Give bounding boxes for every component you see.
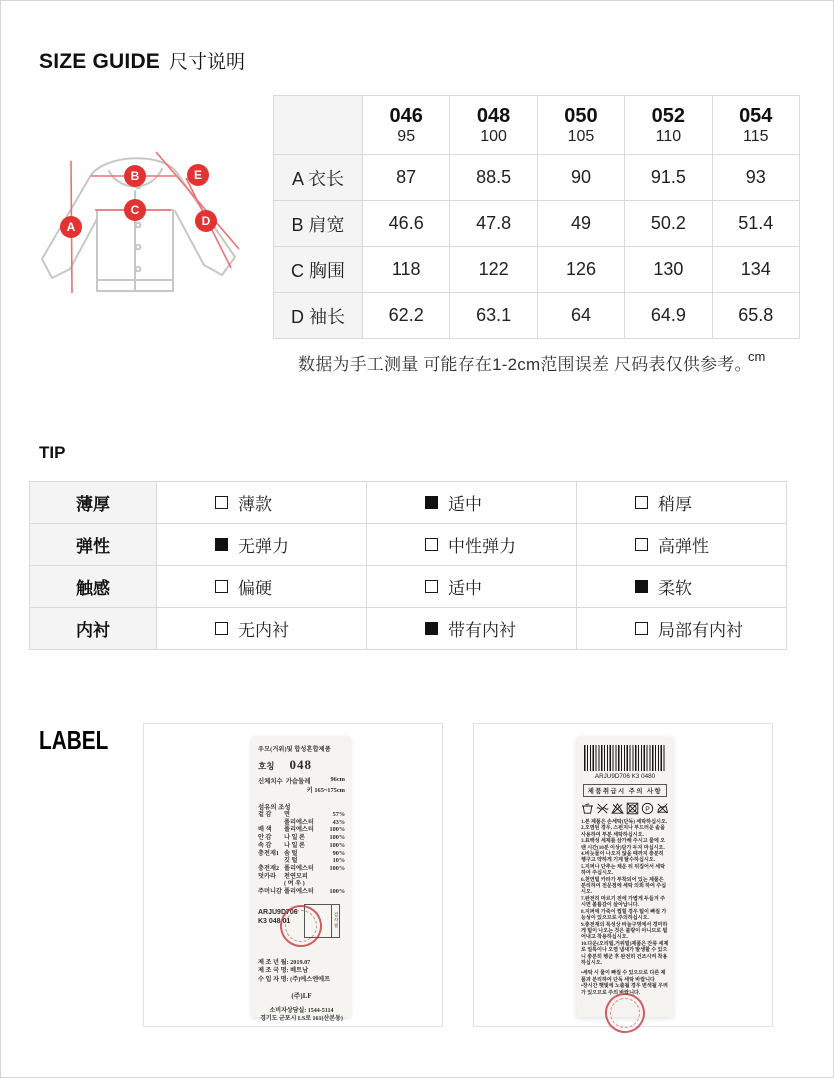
care-instruction: 9.충전재의 특성상 바늘구멍에서 경미하게 털이 나오는 것은 불량이 아니므로 털어내고 착용하십시오. bbox=[581, 921, 668, 941]
care-note: •세탁 시 물이 빠질 수 있으므로 다른 제품과 분리하여 단독 세탁 바랍니다 bbox=[581, 970, 666, 983]
composition-row: 속 감 나 일 론 100% bbox=[258, 841, 345, 849]
checkbox-icon bbox=[215, 538, 228, 551]
checkbox-icon bbox=[215, 622, 228, 635]
badge-letter: B bbox=[130, 169, 140, 184]
measure-label: B 肩宽 bbox=[274, 201, 363, 247]
tip-option-label: 柔软 bbox=[658, 579, 692, 598]
checkbox-icon bbox=[425, 622, 438, 635]
measure-value: 118 bbox=[363, 247, 450, 293]
care-label-photo-right bbox=[473, 723, 773, 1027]
jacket-measurement-diagram bbox=[25, 139, 271, 339]
tip-option bbox=[368, 574, 575, 599]
measure-value: 134 bbox=[712, 247, 799, 293]
label-heading: LABEL bbox=[39, 725, 109, 755]
checkbox-icon bbox=[635, 580, 648, 593]
caution-title: 제품취급시 주의 사항 bbox=[583, 784, 667, 797]
care-label-photo-left bbox=[143, 723, 443, 1027]
care-instruction: 8.지퍼에 가죽이 찝힐 경우 털이 빠질 가능성이 있으므로 주의하십시오. bbox=[581, 908, 667, 922]
tip-row bbox=[30, 566, 787, 608]
barcode-icon bbox=[584, 745, 666, 771]
unit-label: cm bbox=[748, 349, 766, 364]
height-line: 키 165~175cm bbox=[306, 787, 345, 794]
care-instruction: 1.본 제품은 손세탁(단독) 세탁하십시오. bbox=[581, 819, 668, 825]
body-label: 신체치수 bbox=[258, 778, 283, 785]
tip-option-label: 带有内衬 bbox=[448, 621, 516, 640]
care-instruction: 7.완전히 마르기 전에 가볍게 두들겨 주시면 볼륨감이 살아납니다. bbox=[581, 895, 665, 909]
measure-value: 49 bbox=[537, 201, 624, 247]
measure-value: 130 bbox=[625, 247, 712, 293]
measure-value: 46.6 bbox=[363, 201, 450, 247]
composition-row: 폴리에스터 43% bbox=[284, 818, 345, 826]
measure-value: 64.9 bbox=[625, 293, 712, 339]
tip-option bbox=[578, 574, 785, 599]
badge-letter: A bbox=[66, 220, 76, 235]
measure-label: C 胸围 bbox=[274, 247, 363, 293]
tip-option-label: 无弹力 bbox=[238, 537, 289, 556]
brand-name: (주)LF bbox=[291, 991, 312, 1000]
measure-value: 51.4 bbox=[712, 201, 799, 247]
origin-line: 제 조 년 월: 2019.07 bbox=[258, 958, 311, 966]
composition-row: 충전재2 폴리에스터 100% bbox=[258, 864, 345, 872]
measure-value: 122 bbox=[450, 247, 537, 293]
material-type-line: 우모(거위)및 합성혼합제품 bbox=[258, 746, 331, 753]
tip-option-label: 薄款 bbox=[238, 495, 272, 514]
measure-value: 88.5 bbox=[450, 155, 537, 201]
tip-option bbox=[158, 490, 365, 515]
service-line: 소비자상담실: 1544-5114 bbox=[269, 1007, 334, 1014]
size-table-row bbox=[274, 155, 800, 201]
care-instruction: 5.지퍼나 단추는 채운 뒤 뒤집어서 세탁하여 주십시오. bbox=[581, 863, 665, 877]
tip-option bbox=[158, 532, 365, 557]
size-col-header: 046 95 bbox=[363, 96, 450, 155]
tip-option-label: 适中 bbox=[448, 579, 482, 598]
inspection-text: 검사필 bbox=[332, 904, 340, 938]
measure-value: 65.8 bbox=[712, 293, 799, 339]
tip-row bbox=[30, 608, 787, 650]
svg-text:P: P bbox=[645, 805, 650, 813]
size-table-header-row bbox=[274, 96, 800, 155]
tip-option bbox=[158, 574, 365, 599]
tip-row bbox=[30, 524, 787, 566]
measure-value: 47.8 bbox=[450, 201, 537, 247]
care-label-strip-right bbox=[577, 737, 673, 1017]
measure-value: 64 bbox=[537, 293, 624, 339]
chest-value: 96cm bbox=[330, 776, 345, 783]
tip-row-label: 薄厚 bbox=[30, 482, 157, 524]
composition-title: 섬유의 조성 bbox=[258, 804, 291, 811]
origin-lines bbox=[258, 959, 345, 985]
tip-option bbox=[158, 616, 365, 641]
care-instructions bbox=[581, 819, 669, 966]
checkbox-icon bbox=[635, 496, 648, 509]
size-col-header: 050 105 bbox=[537, 96, 624, 155]
badge-letter: E bbox=[193, 168, 203, 183]
size-col-header: 052 110 bbox=[625, 96, 712, 155]
measure-value: 91.5 bbox=[625, 155, 712, 201]
size-name-value: 048 bbox=[289, 757, 312, 772]
care-instruction: 4.비눗물이 나오지 않을 때까지 충분히 헹구고 약하게 기계 탈수하십시오. bbox=[581, 851, 664, 864]
checkbox-icon bbox=[635, 622, 648, 635]
tip-option-label: 稍厚 bbox=[658, 495, 692, 514]
composition-row: 겉 감 면 57% bbox=[258, 811, 345, 818]
checkbox-icon bbox=[215, 496, 228, 509]
origin-line: 수 입 자 명: (주)에스엔에프 bbox=[258, 975, 331, 983]
composition-row: 덧카라 천연모피 bbox=[258, 872, 308, 880]
measure-value: 90 bbox=[537, 155, 624, 201]
checkbox-icon bbox=[425, 580, 438, 593]
composition-row: 배 색 폴리에스터 100% bbox=[258, 826, 345, 834]
care-note: •장시간 햇빛에 노출될 경우 변색될 우려가 있으므로 주의 바랍니다. bbox=[581, 983, 668, 996]
tip-row-label: 弹性 bbox=[30, 524, 157, 566]
tip-option bbox=[578, 490, 785, 515]
badge-letter: C bbox=[130, 203, 140, 218]
size-guide-heading bbox=[39, 47, 245, 74]
no-wring-icon bbox=[596, 802, 609, 815]
tip-option-label: 偏硬 bbox=[238, 579, 272, 598]
service-line: 경기도 군포시 LS로 161(산본동) bbox=[260, 1015, 343, 1022]
tip-option-label: 局部有内衬 bbox=[658, 621, 743, 640]
tip-table bbox=[29, 481, 787, 650]
tip-option-label: 高弹性 bbox=[658, 537, 709, 556]
measure-label: D 袖长 bbox=[274, 293, 363, 339]
tip-row bbox=[30, 482, 787, 524]
tip-option-label: 无内衬 bbox=[238, 621, 289, 640]
size-col-header: 054 115 bbox=[712, 96, 799, 155]
size-table-row bbox=[274, 293, 800, 339]
tip-heading: TIP bbox=[39, 443, 66, 462]
no-iron-icon bbox=[656, 802, 669, 815]
size-guide-title-zh: 尺寸说明 bbox=[169, 52, 246, 73]
body-measure-block bbox=[258, 776, 345, 794]
composition-row: 충전재1 솜 털 90% bbox=[258, 849, 345, 857]
tip-option bbox=[578, 532, 785, 557]
size-note: 数据为手工测量 可能存在1-2cm范围误差 尺码表仅供参考。 bbox=[298, 355, 752, 374]
measure-value: 63.1 bbox=[450, 293, 537, 339]
composition-row: 주머니감 폴리에스터 100% bbox=[258, 888, 345, 896]
checkbox-icon bbox=[425, 496, 438, 509]
measure-label: A 衣长 bbox=[274, 155, 363, 201]
service-lines bbox=[258, 1007, 345, 1023]
tip-option bbox=[368, 532, 575, 557]
item-code-line1: ARJU9D706 bbox=[258, 908, 298, 916]
composition-row: ( 여 우 ) bbox=[284, 880, 305, 888]
checkbox-icon bbox=[425, 538, 438, 551]
dry-clean-icon bbox=[641, 802, 654, 815]
tip-option bbox=[578, 616, 785, 641]
hand-wash-icon bbox=[581, 802, 594, 815]
tip-option bbox=[368, 616, 575, 641]
chest-label: 가슴둘레 bbox=[285, 778, 311, 785]
barcode-text: ARJU9D706 K3 0480 bbox=[594, 773, 656, 780]
no-tumble-dry-icon bbox=[626, 802, 639, 815]
checkbox-icon bbox=[215, 580, 228, 593]
care-instruction: 6.천연털 카라가 부착되어 있는 제품은 분리하여 전문점에 세탁 의뢰 하여 주십시오. bbox=[581, 876, 667, 896]
tip-option bbox=[368, 490, 575, 515]
composition-list bbox=[258, 811, 345, 896]
size-table-row bbox=[274, 247, 800, 293]
size-table-corner-cell bbox=[274, 96, 363, 155]
origin-line: 제 조 국 명: 베트남 bbox=[258, 967, 309, 975]
size-name-label: 호칭 bbox=[258, 761, 275, 771]
measure-value: 126 bbox=[537, 247, 624, 293]
tip-row-label: 内衬 bbox=[30, 608, 157, 650]
no-bleach-icon bbox=[611, 802, 624, 815]
care-instruction: 3.표백성 세제를 삼가해 주시고 물에 오랜 시간(10분 이상)담가 두지 마십시오. bbox=[581, 838, 665, 851]
care-instruction: 10.다운(오리털,거위털)제품은 잔류 세제로 얼룩이나 오염 냄새가 발생할 수 있으니 충분히 헹군 후 완전히 건조시켜 착용하십시오. bbox=[581, 940, 669, 966]
measure-value: 93 bbox=[712, 155, 799, 201]
care-symbols-row bbox=[581, 802, 669, 815]
care-instruction: 2.오염된 경우, 스펀지나 부드러운 솔을 사용하여 부분 세탁하십시오. bbox=[581, 825, 665, 838]
measure-value: 87 bbox=[363, 155, 450, 201]
checkbox-icon bbox=[635, 538, 648, 551]
size-table bbox=[273, 95, 800, 339]
size-table-row bbox=[274, 201, 800, 247]
badge-letter: D bbox=[201, 214, 211, 229]
size-name-row bbox=[258, 757, 345, 773]
size-col-header: 048 100 bbox=[450, 96, 537, 155]
composition-row: 안 감 나 일 론 100% bbox=[258, 834, 345, 842]
item-code-line2: K3 048 01 bbox=[258, 917, 291, 925]
measure-value: 50.2 bbox=[625, 201, 712, 247]
tip-option-label: 适中 bbox=[448, 495, 482, 514]
composition-row: 깃 털 10% bbox=[284, 857, 345, 865]
measure-value: 62.2 bbox=[363, 293, 450, 339]
care-label-strip-left bbox=[252, 737, 350, 1022]
tip-option-label: 中性弹力 bbox=[448, 537, 516, 556]
size-guide-title-en: SIZE GUIDE bbox=[39, 50, 161, 73]
tip-row-label: 触感 bbox=[30, 566, 157, 608]
